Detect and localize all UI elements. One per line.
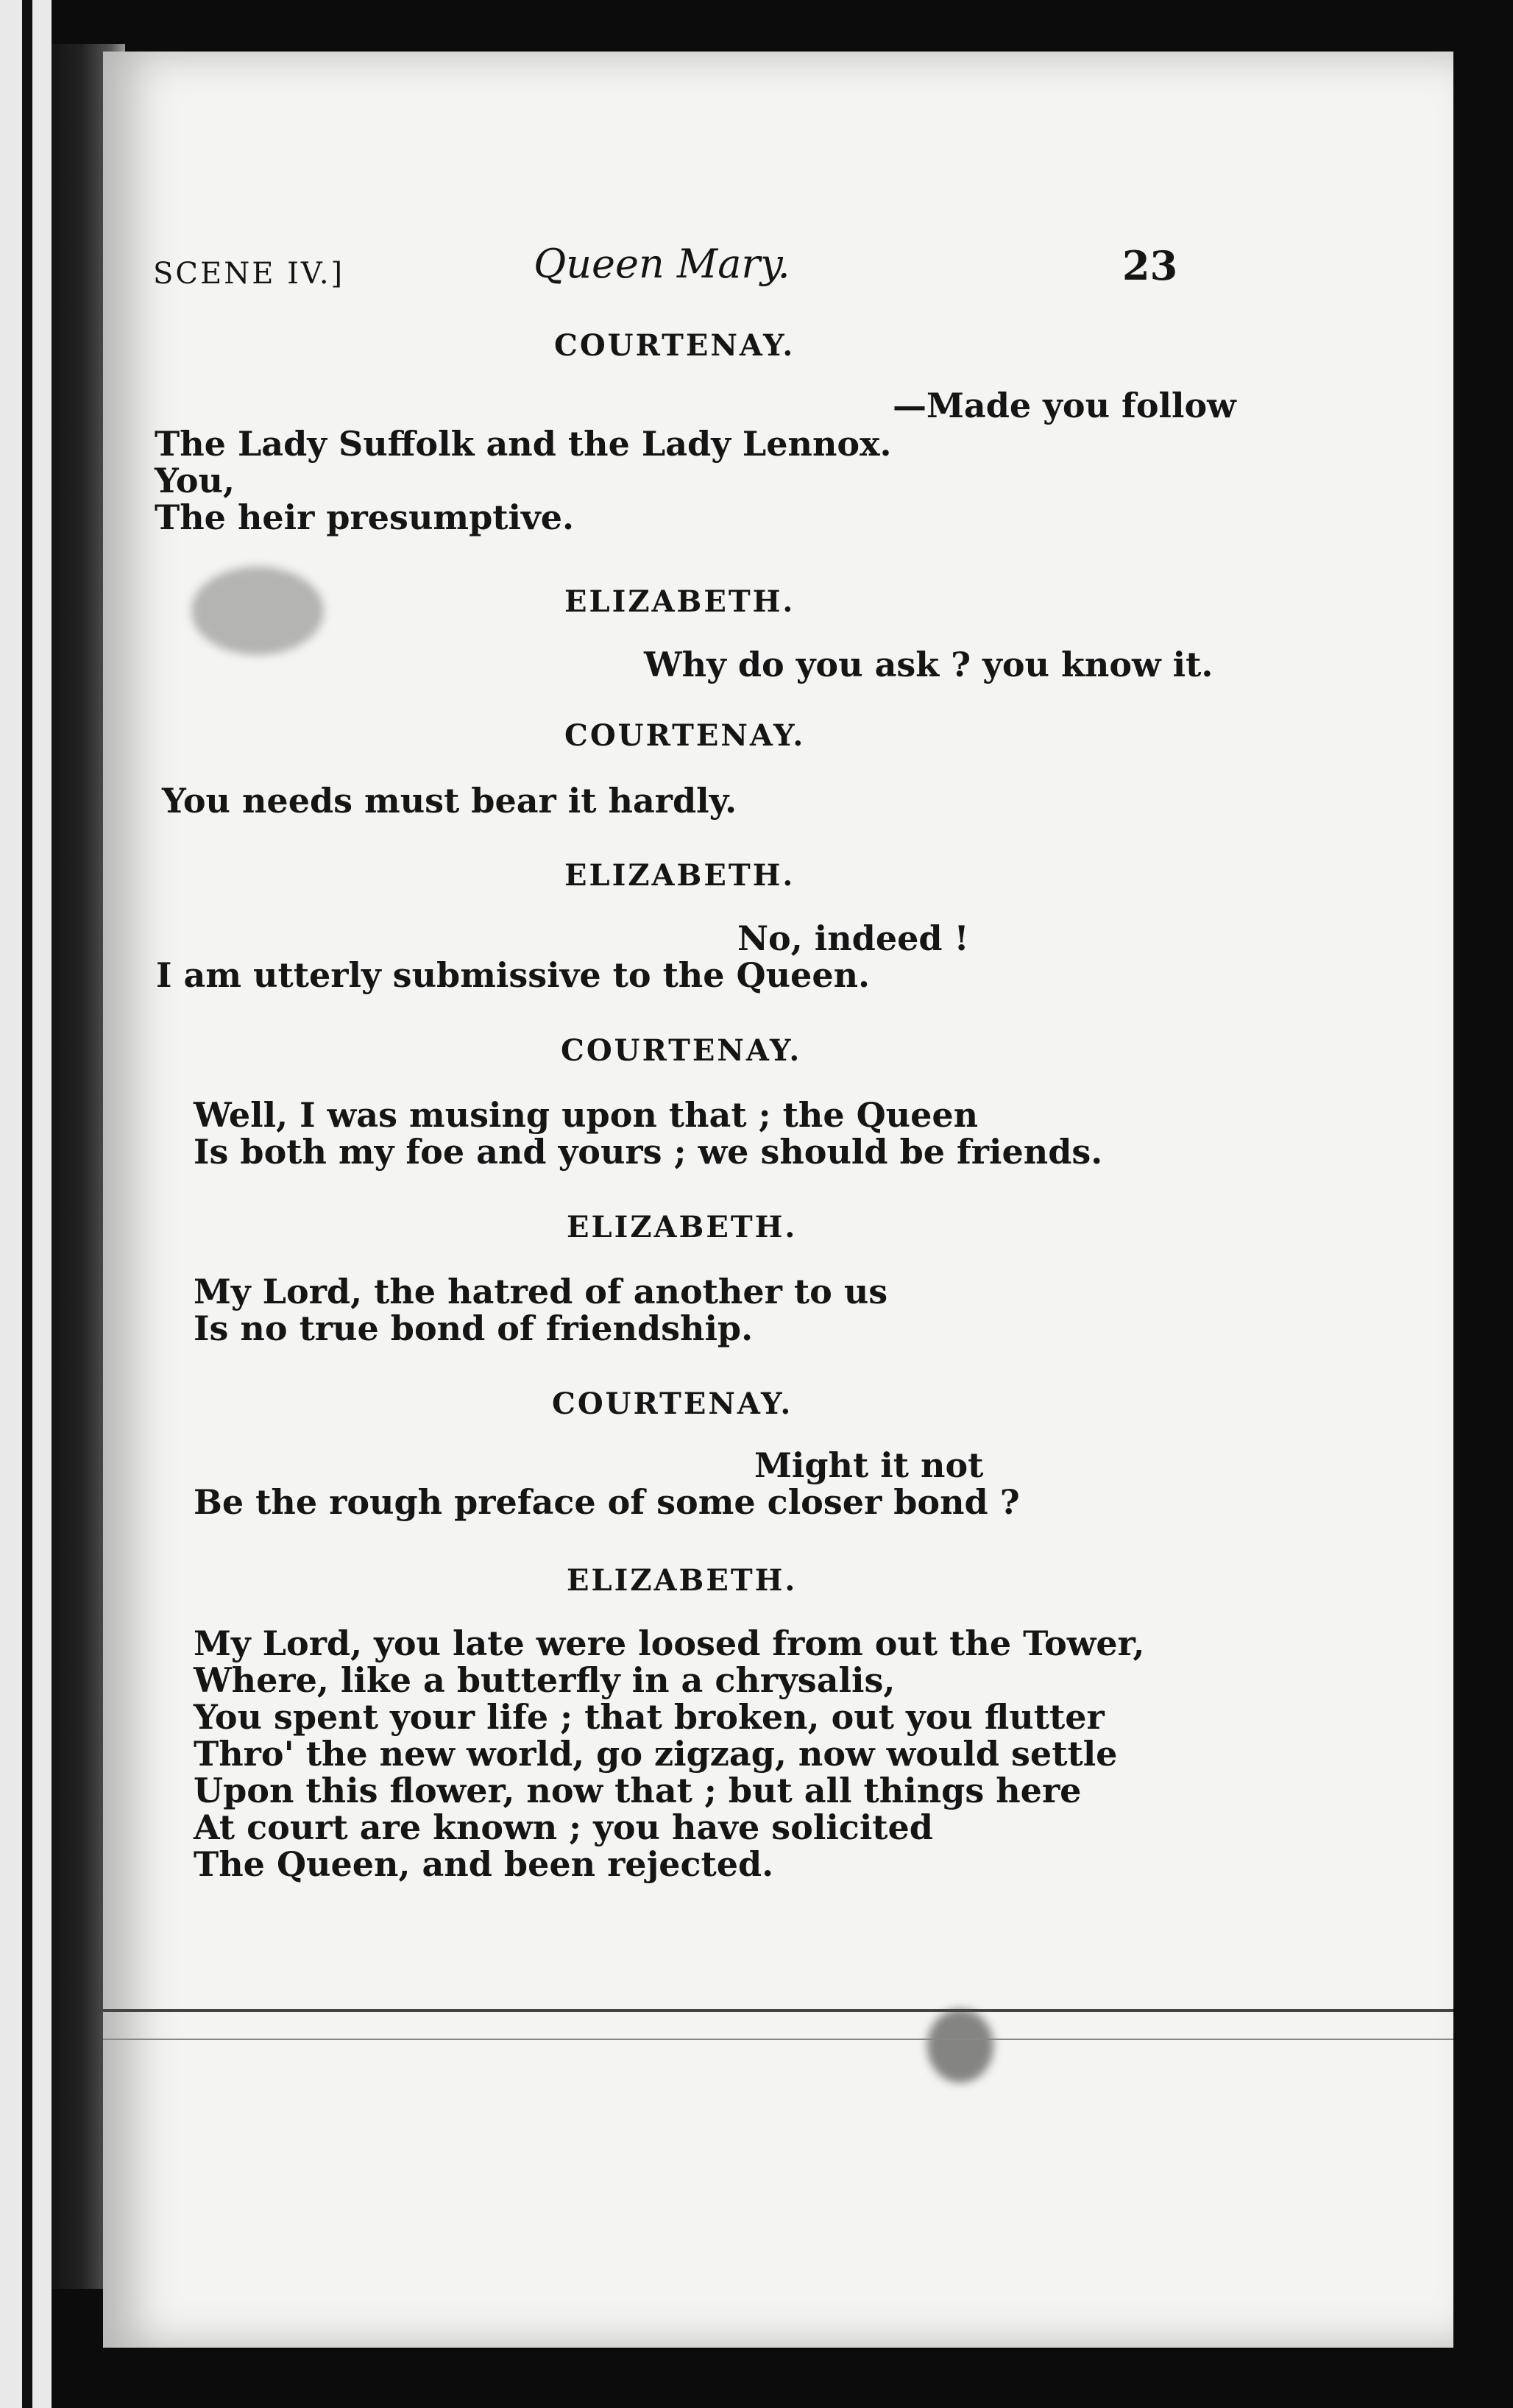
running-head-title: Queen Mary. (534, 241, 790, 287)
page-edge-shadow (22, 0, 32, 2408)
verse-line: Is both my foe and yours ; we should be friends. (194, 1132, 1103, 1172)
verse-line: My Lord, the hatred of another to us (194, 1272, 888, 1311)
verse-line: Where, like a butterfly in a chrysalis, (194, 1660, 896, 1700)
stain-smudge (191, 567, 324, 655)
verse-line: Be the rough preface of some closer bond ? (194, 1482, 1020, 1522)
page-bottom-rule-secondary (103, 2039, 1453, 2040)
verse-line: You needs must bear it hardly. (162, 781, 737, 821)
previous-page-edge (0, 0, 52, 2408)
verse-line: Might it not (754, 1445, 984, 1485)
verse-line: At court are known ; you have solicited (194, 1807, 933, 1847)
page-bottom-rule (103, 2009, 1453, 2012)
speaker-name: COURTENAY. (564, 718, 806, 753)
verse-line: Thro' the new world, go zigzag, now would settle (194, 1734, 1118, 1774)
speaker-name: ELIZABETH. (564, 584, 796, 619)
verse-line: Well, I was musing upon that ; the Queen (194, 1095, 979, 1135)
verse-line: —Made you follow (893, 386, 1236, 425)
running-head-scene: SCENE IV.] (153, 257, 345, 291)
speaker-name: COURTENAY. (552, 1387, 793, 1421)
verse-line: Why do you ask ? you know it. (644, 645, 1213, 684)
verse-line: I am utterly submissive to the Queen. (156, 955, 871, 995)
speaker-name: ELIZABETH. (564, 858, 796, 893)
verse-line: No, indeed ! (737, 918, 969, 958)
verse-line: You, (155, 461, 235, 500)
verse-line: You spent your life ; that broken, out you flutter (194, 1697, 1105, 1737)
ink-smudge (927, 2009, 993, 2083)
book-page (103, 52, 1453, 2348)
speaker-name: COURTENAY. (561, 1033, 802, 1068)
verse-line: Upon this flower, now that ; but all things here (194, 1771, 1082, 1810)
verse-line: The Lady Suffolk and the Lady Lennox. (155, 424, 892, 464)
speaker-name: ELIZABETH. (567, 1210, 798, 1244)
verse-line: My Lord, you late were loosed from out the Tower, (194, 1623, 1145, 1663)
speaker-name: COURTENAY. (554, 328, 796, 363)
verse-line: The heir presumptive. (155, 497, 574, 537)
page-number: 23 (1122, 242, 1178, 289)
speaker-name: ELIZABETH. (567, 1563, 798, 1598)
verse-line: Is no true bond of friendship. (194, 1309, 754, 1348)
verse-line: The Queen, and been rejected. (194, 1844, 774, 1884)
